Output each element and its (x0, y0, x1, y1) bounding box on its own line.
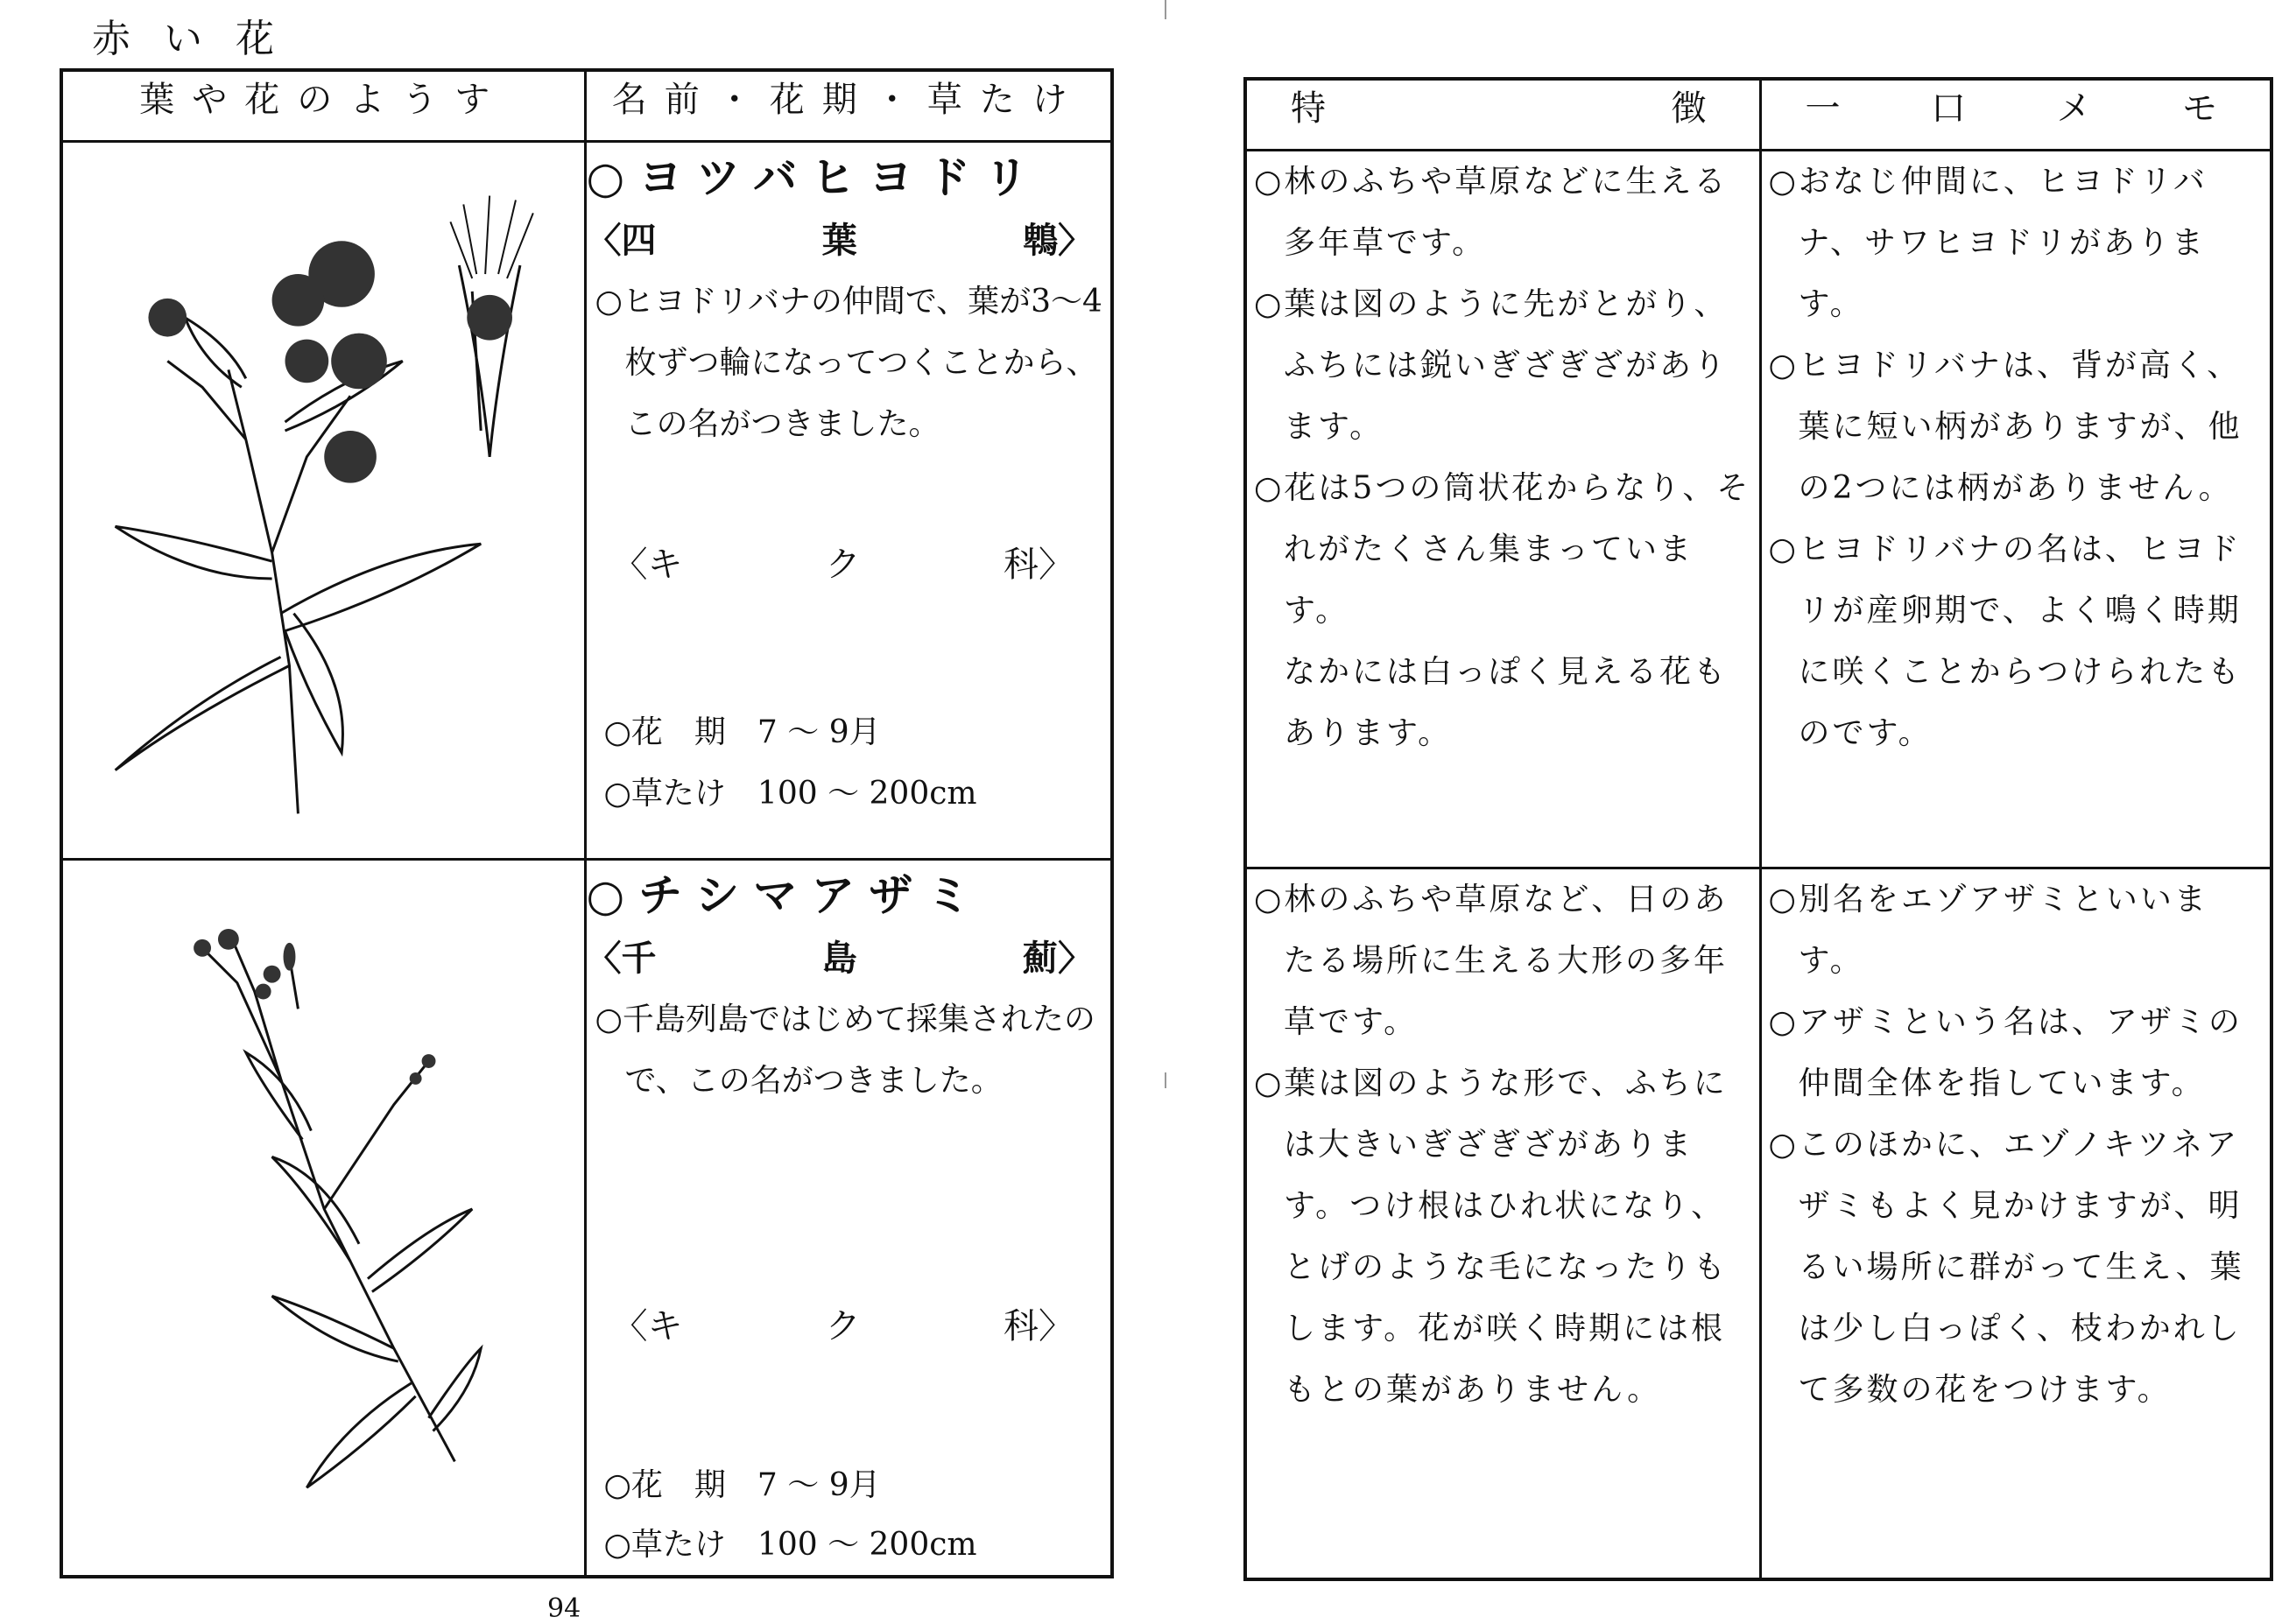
plant-illustration-yotsubahiyodori (61, 142, 585, 860)
eupatorium-drawing (63, 143, 584, 858)
plant-name-katakana: ○チシマアザミ (586, 870, 985, 921)
memo-note: ○ヒヨドリバナは、背が高く、葉に短い柄がありますが、他の2つには柄がありません。 (1768, 348, 2243, 506)
header-features: 特 徴 (1245, 79, 1760, 151)
plant-name-cell (585, 142, 1112, 860)
gutter-mark (1165, 0, 1166, 19)
section-title: 赤い花 (92, 17, 307, 61)
right-notes-table (1243, 77, 2273, 1581)
feature-note: なかには白っぽく見える花もあります。 (1284, 654, 1729, 751)
memo-note: ○ヒヨドリバナの名は、ヒヨドリが産卵期で、よく鳴く時期に咲くことからつけられたものです。 (1768, 531, 2243, 751)
left-plant-table (60, 68, 1114, 1578)
plant-family: 〈キ ク 科〉 (612, 545, 1074, 585)
plant-illustration-chishimaazami (61, 860, 585, 1578)
gutter-mark (1165, 1072, 1166, 1088)
feature-note: ○林のふちや草原など、日のあたる場所に生える大形の多年草です。 (1254, 882, 1729, 1040)
thistle-drawing (63, 861, 584, 1575)
feature-note: ○葉は図のような形で、ふちには大きいぎざぎざがあります。つけ根はひれ状になり、とげのような毛になったりもします。花が咲く時期には根もとの葉がありません。 (1254, 1065, 1729, 1408)
plant-name-cell (585, 860, 1112, 1578)
flowering-period: ○花 期 7 ～ 9月 (603, 714, 881, 750)
feature-note: ○花は5つの筒状花からなり、それがたくさん集まっています。 (1254, 470, 1751, 629)
plant-height: ○草たけ 100 ～ 200cm (603, 776, 977, 812)
plant-name-kanji: 〈千 島 薊〉 (586, 939, 1093, 979)
memo-note: ○別名をエゾアザミといいます。 (1768, 882, 2208, 979)
plant-name-origin: ○千島列島ではじめて採集されたので、この名がつきました。 (595, 1002, 1095, 1099)
flowering-period: ○花 期 7 ～ 9月 (603, 1467, 881, 1503)
plant-height: ○草たけ 100 ～ 200cm (603, 1527, 977, 1563)
memo-note: ○おなじ仲間に、ヒヨドリバナ、サワヒヨドリがあります。 (1768, 164, 2208, 322)
memo-cell (1760, 868, 2271, 1580)
plant-name-origin: ○ヒヨドリバナの仲間で、葉が3～4枚ずつ輪になってつくことから、この名がつきました。 (595, 284, 1102, 442)
plant-name-kanji: 〈四 葉 鵯〉 (586, 221, 1093, 261)
memo-cell (1760, 151, 2271, 868)
header-memo: 一 口 メ モ (1760, 79, 2271, 151)
header-name-season-height: 名前・花期・草たけ (585, 70, 1112, 142)
features-cell (1245, 151, 1760, 868)
memo-note: ○このほかに、エゾノキツネアザミもよく見かけますが、明るい場所に群がって生え、葉は少し白っぽく、枝わかれして多数の花をつけます。 (1768, 1127, 2244, 1408)
plant-name-katakana: ○ヨツバヒヨドリ (586, 152, 1043, 203)
header-appearance: 葉や花のようす (61, 70, 585, 142)
page-number: 94 (547, 1593, 581, 1624)
features-cell (1245, 868, 1760, 1580)
plant-family: 〈キ ク 科〉 (612, 1306, 1074, 1346)
memo-note: ○アザミという名は、アザミの仲間全体を指しています。 (1768, 1004, 2243, 1101)
feature-note: ○林のふちや草原などに生える多年草です。 (1254, 164, 1729, 261)
feature-note: ○葉は図のように先がとがり、ふちには鋭いぎざぎざがあります。 (1254, 286, 1729, 445)
